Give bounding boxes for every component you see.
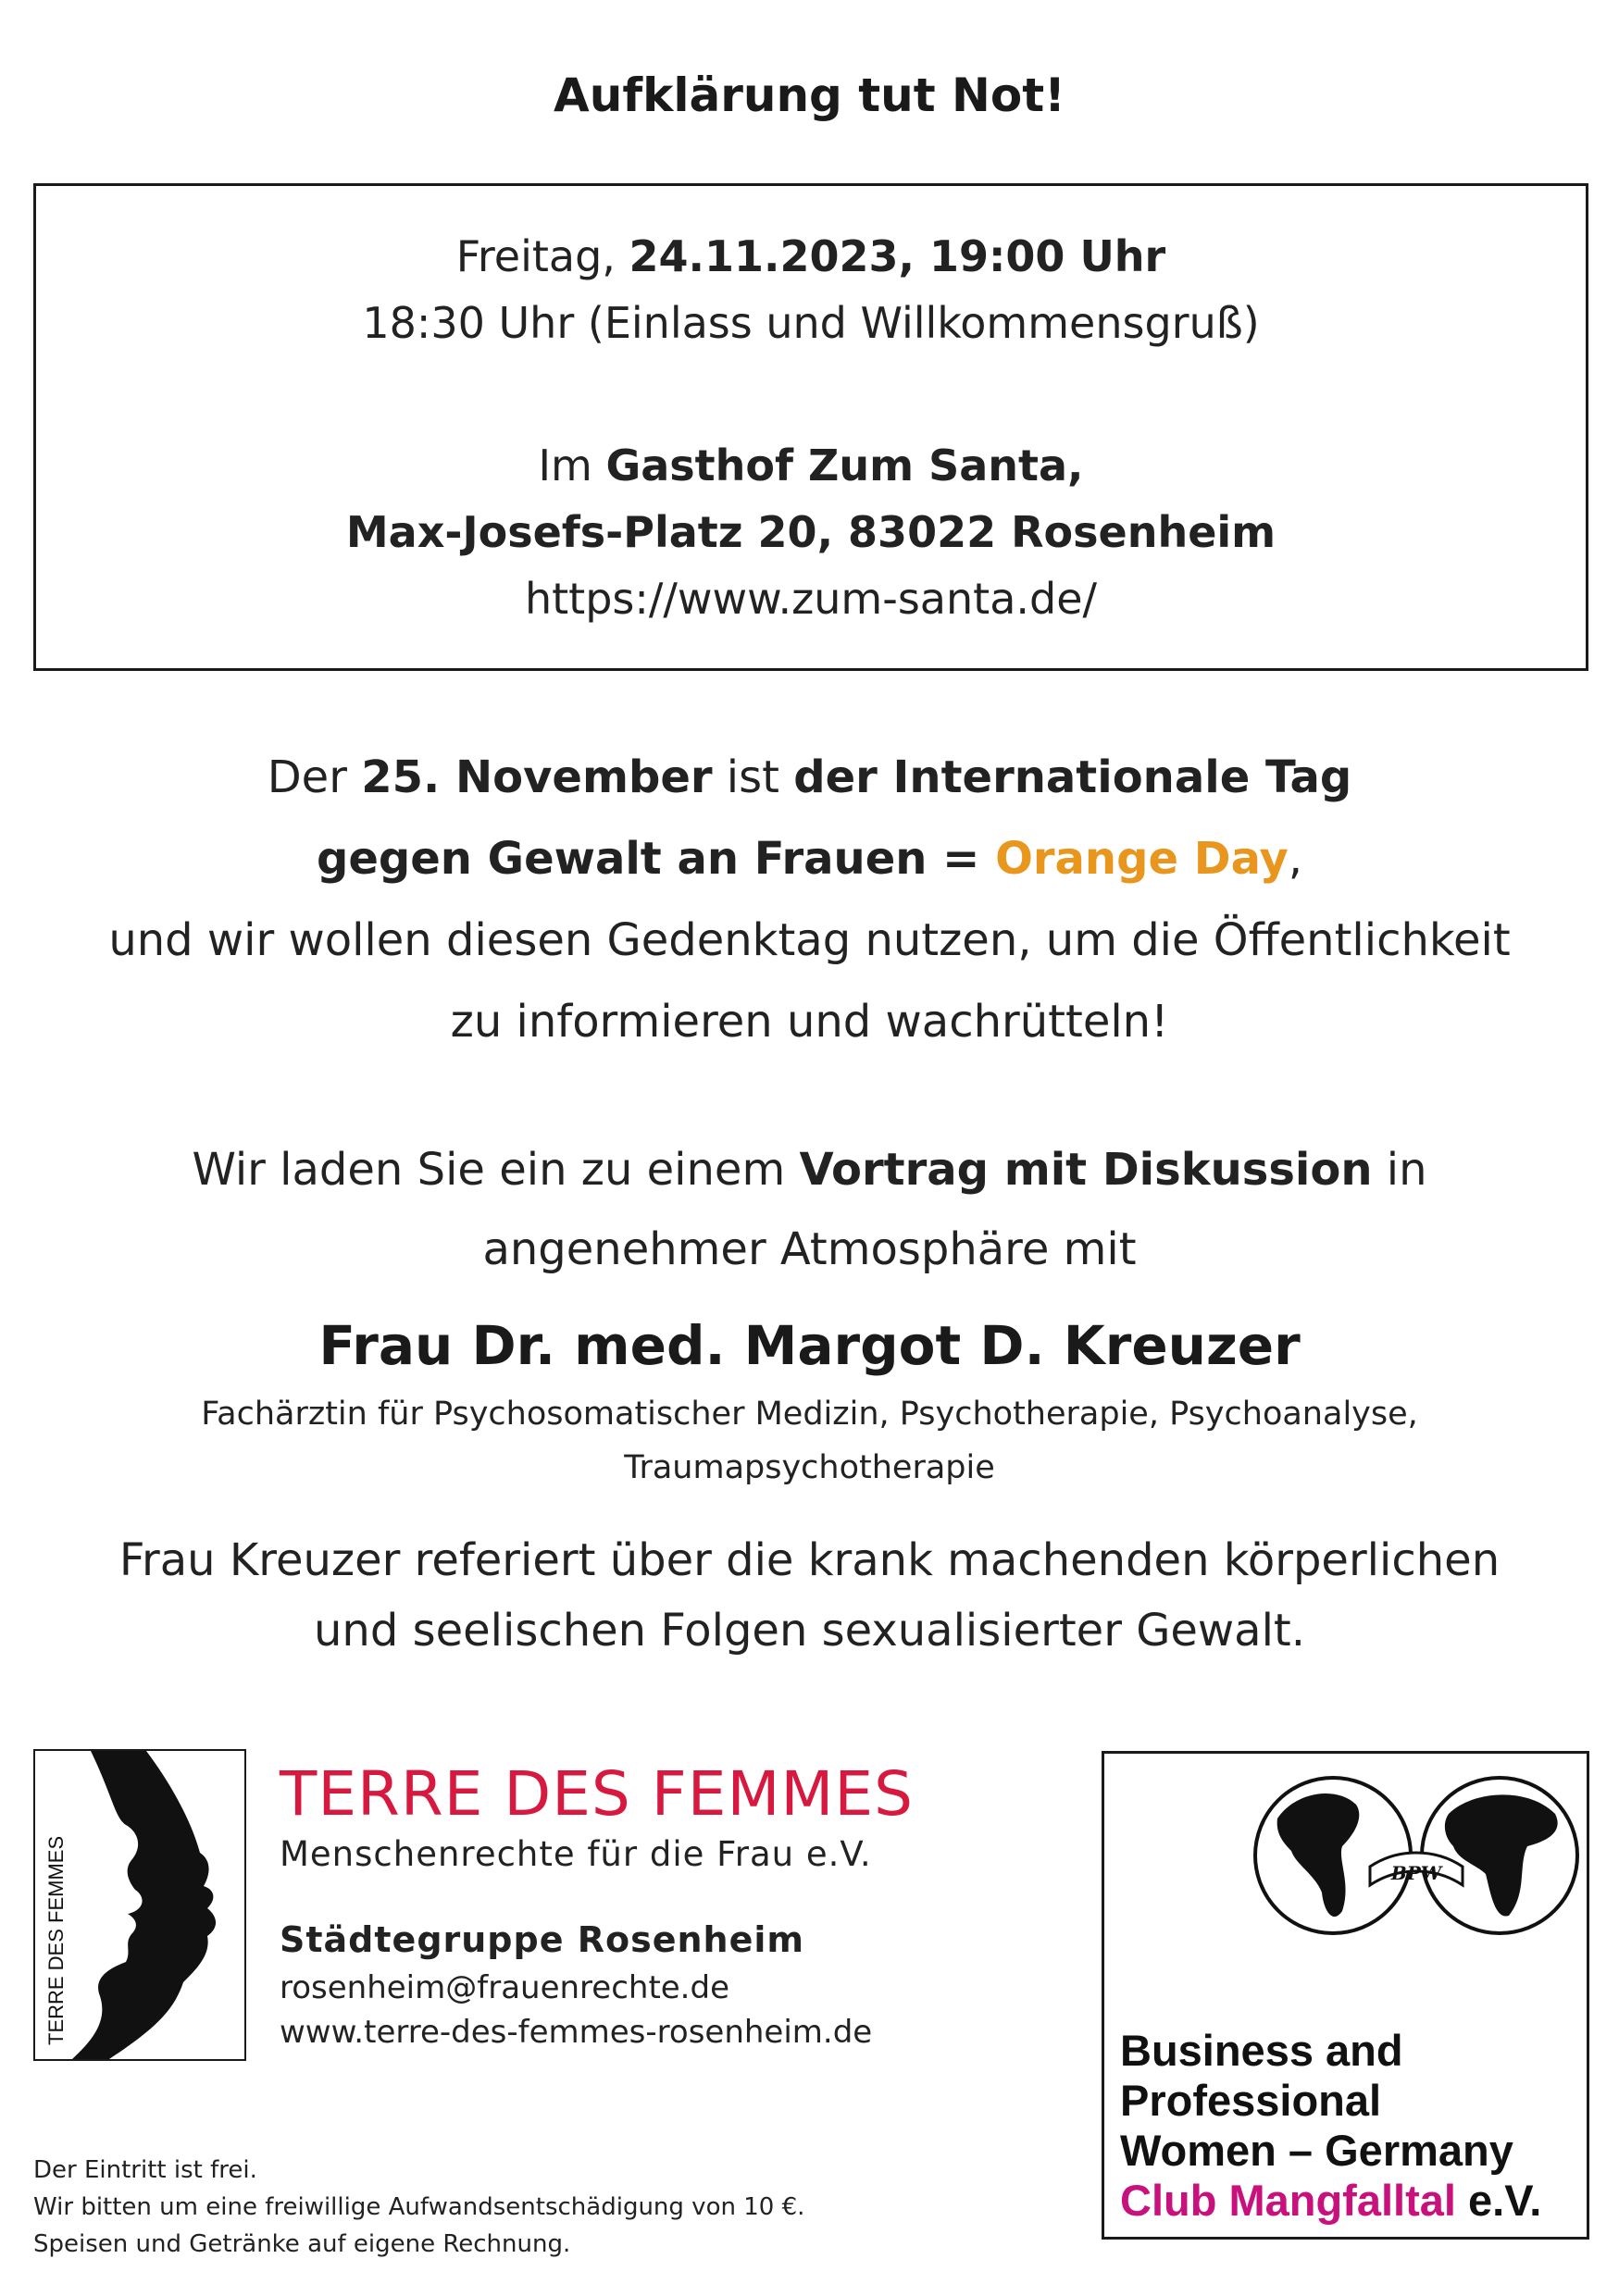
footer-line-3: Speisen und Getränke auf eigene Rechnung.	[33, 2230, 571, 2258]
invite-line-1	[0, 1144, 1619, 1196]
tdf-email[interactable]: rosenheim@frauenrechte.de	[280, 1969, 729, 2006]
orange-day-label: Orange Day	[995, 833, 1289, 885]
event-address: Max-Josefs-Platz 20, 83022 Rosenheim	[345, 507, 1277, 557]
invite-text: in	[1372, 1144, 1427, 1196]
intro-line-3: und wir wollen diesen Gedenktag nutzen, um die Öffentlichkeit	[108, 914, 1511, 966]
globe-icon	[1250, 1763, 1583, 1948]
tdf-profile-icon	[35, 1751, 244, 2059]
invite-line-2: angenehmer Atmosphäre mit	[482, 1223, 1137, 1275]
bpw-line-4	[1120, 2176, 1541, 2226]
bpw-line-1: Business and	[1120, 2026, 1403, 2075]
tdf-subtitle: Menschenrechte für die Frau e.V.	[280, 1834, 872, 1874]
tdf-name: TERRE DES FEMMES	[280, 1758, 914, 1830]
invite-format: Vortrag mit Diskussion	[799, 1144, 1373, 1196]
intro-text: Der	[267, 751, 362, 803]
event-entry-time: 18:30 Uhr (Einlass und Willkommensgruß)	[362, 298, 1260, 348]
event-date-line	[33, 231, 1588, 281]
venue-prefix: Im	[538, 441, 606, 490]
event-day: Freitag,	[455, 231, 629, 281]
tdf-group: Städtegruppe Rosenheim	[280, 1919, 804, 1960]
intro-text: ist	[712, 751, 794, 803]
event-url[interactable]: https://www.zum-santa.de/	[524, 574, 1097, 624]
invite-text: Wir laden Sie ein zu einem	[192, 1144, 800, 1196]
intro-line-4: zu informieren und wachrütteln!	[450, 996, 1169, 1048]
tdf-website[interactable]: www.terre-des-femmes-rosenheim.de	[280, 2014, 873, 2051]
bpw-line-3: Women – Germany	[1120, 2126, 1513, 2175]
topic-line-2: und seelischen Folgen sexualisierter Gewalt.	[314, 1605, 1305, 1657]
topic-line-1: Frau Kreuzer referiert über die krank machenden körperlichen	[118, 1534, 1501, 1586]
footer-line-1: Der Eintritt ist frei.	[33, 2156, 257, 2184]
event-date-time: 24.11.2023, 19:00 Uhr	[629, 231, 1166, 281]
intro-day-name-cont: gegen Gewalt an Frauen =	[316, 833, 996, 885]
intro-date: 25. November	[361, 751, 713, 803]
page-title: Aufklärung tut Not!	[554, 68, 1065, 122]
event-venue-line	[33, 441, 1588, 490]
tdf-logo-text: TERRE DES FEMMES	[44, 1835, 68, 2045]
venue-name: Gasthof Zum Santa,	[605, 441, 1084, 490]
intro-day-name: der Internationale Tag	[793, 751, 1352, 803]
speaker-name: Frau Dr. med. Margot D. Kreuzer	[318, 1314, 1301, 1377]
tdf-logo	[33, 1749, 246, 2061]
speaker-title-2: Traumapsychotherapie	[624, 1449, 995, 1486]
intro-line-2	[0, 833, 1619, 885]
bpw-emblem-text: BPW	[1390, 1862, 1442, 1884]
bpw-club-name: Club Mangfalltal	[1120, 2176, 1456, 2225]
bpw-ev: e.V.	[1455, 2176, 1542, 2225]
intro-line-1	[0, 751, 1619, 803]
bpw-line-2: Professional	[1120, 2076, 1382, 2125]
intro-text: ,	[1288, 833, 1303, 885]
footer-line-2: Wir bitten um eine freiwillige Aufwandsentschädigung von 10 €.	[33, 2193, 805, 2221]
speaker-title-1: Fachärztin für Psychosomatischer Medizin, Psychotherapie, Psychoanalyse,	[201, 1396, 1418, 1433]
